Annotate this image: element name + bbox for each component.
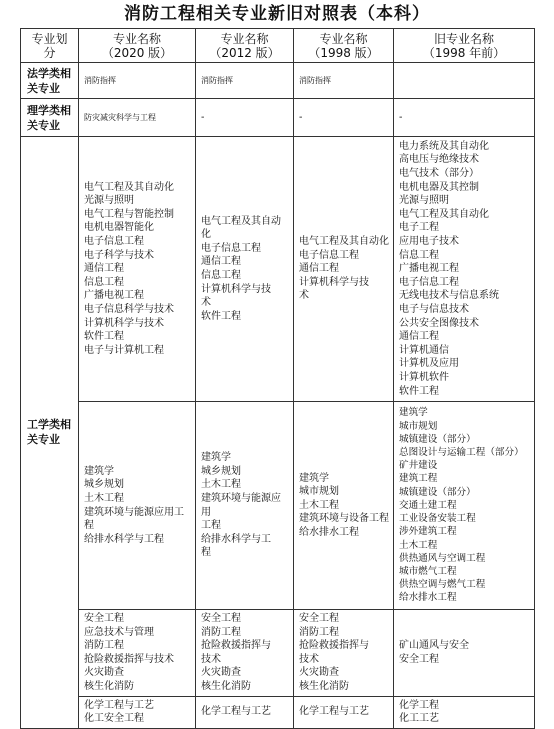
cell-electrical-2020: 电气工程及其自动化 光源与照明 电气工程与智能控制 电机电器智能化 电子信息工程 电子科学与技术 通信工程 信息工程 广播电视工程 电子信息科学与技术 计算机科学与技术 软件工程 电子与计算机工程 xyxy=(79,137,196,402)
cell-safety-2020: 安全工程 应急技术与管理 消防工程 抢险救援指挥与技术 火灾勘查 核生化消防 xyxy=(79,610,196,697)
cell-chem-old: 化学工程 化工工艺 xyxy=(394,696,535,728)
table-row xyxy=(21,402,535,610)
category-science: 理学类相 关专业 xyxy=(21,99,79,137)
cell-electrical-old: 电力系统及其自动化 高电压与绝缘技术 电气技术（部分） 电机电器及其控制 光源与照明 电气工程及其自动化 电子工程 应用电子技术 信息工程 广播电视工程 电子信息工程 无线电技术与信息系统 电子与信息技术 公共安全图像技术 通信工程 计算机通信 计算机及应用 计算机软件 软件工程 xyxy=(394,137,535,402)
comparison-table xyxy=(20,28,535,729)
cell-safety-2012: 安全工程 消防工程 抢险救援指挥与 技术 火灾勘查 核生化消防 xyxy=(196,610,294,697)
header-old: 旧专业名称 （1998 年前） xyxy=(394,29,535,63)
cell-law-2020: 消防指挥 xyxy=(79,63,196,99)
cell-electrical-1998: 电气工程及其自动化 电子信息工程 通信工程 计算机科学与技 术 xyxy=(294,137,394,402)
cell-chem-2020: 化学工程与工艺 化工安全工程 xyxy=(79,696,196,728)
cell-science-2012: - xyxy=(196,99,294,137)
cell-building-1998: 建筑学 城市规划 土木工程 建筑环境与设备工程 给水排水工程 xyxy=(294,402,394,610)
table-row xyxy=(21,610,535,697)
cell-science-2020: 防灾减灾科学与工程 xyxy=(79,99,196,137)
cell-electrical-2012: 电气工程及其自动化 电子信息工程 通信工程 信息工程 计算机科学与技 术 软件工程 xyxy=(196,137,294,402)
header-row xyxy=(21,29,535,63)
cell-chem-1998: 化学工程与工艺 xyxy=(294,696,394,728)
cell-science-old: - xyxy=(394,99,535,137)
cell-building-old: 建筑学 城市规划 城镇建设（部分） 总图设计与运输工程（部分） 矿井建设 建筑工程 城镇建设（部分） 交通土建工程 工业设备安装工程 涉外建筑工程 土木工程 供热通风与空调工程 城市燃气工程 供热空调与燃气工程 给水排水工程 xyxy=(394,402,535,610)
table-row xyxy=(21,99,535,137)
category-law: 法学类相 关专业 xyxy=(21,63,79,99)
header-category: 专业划 分 xyxy=(21,29,79,63)
page-title: 消防工程相关专业新旧对照表（本科） xyxy=(124,4,430,24)
table-row xyxy=(21,63,535,99)
cell-chem-2012: 化学工程与工艺 xyxy=(196,696,294,728)
header-2012: 专业名称 （2012 版） xyxy=(196,29,294,63)
cell-law-1998: 消防指挥 xyxy=(294,63,394,99)
cell-science-1998: - xyxy=(294,99,394,137)
cell-safety-old: 矿山通风与安全 安全工程 xyxy=(394,610,535,697)
header-2020: 专业名称 （2020 版） xyxy=(79,29,196,63)
cell-building-2020: 建筑学 城乡规划 土木工程 建筑环境与能源应用工 程 给排水科学与工程 xyxy=(79,402,196,610)
header-1998: 专业名称 （1998 版） xyxy=(294,29,394,63)
category-engineering: 工学类相 关专业 xyxy=(21,137,79,729)
cell-building-2012: 建筑学 城乡规划 土木工程 建筑环境与能源应用 工程 给排水科学与工 程 xyxy=(196,402,294,610)
table-row xyxy=(21,137,535,402)
cell-law-old xyxy=(394,63,535,99)
cell-law-2012: 消防指挥 xyxy=(196,63,294,99)
table-row xyxy=(21,696,535,728)
cell-safety-1998: 安全工程 消防工程 抢险救援指挥与 技术 火灾勘查 核生化消防 xyxy=(294,610,394,697)
